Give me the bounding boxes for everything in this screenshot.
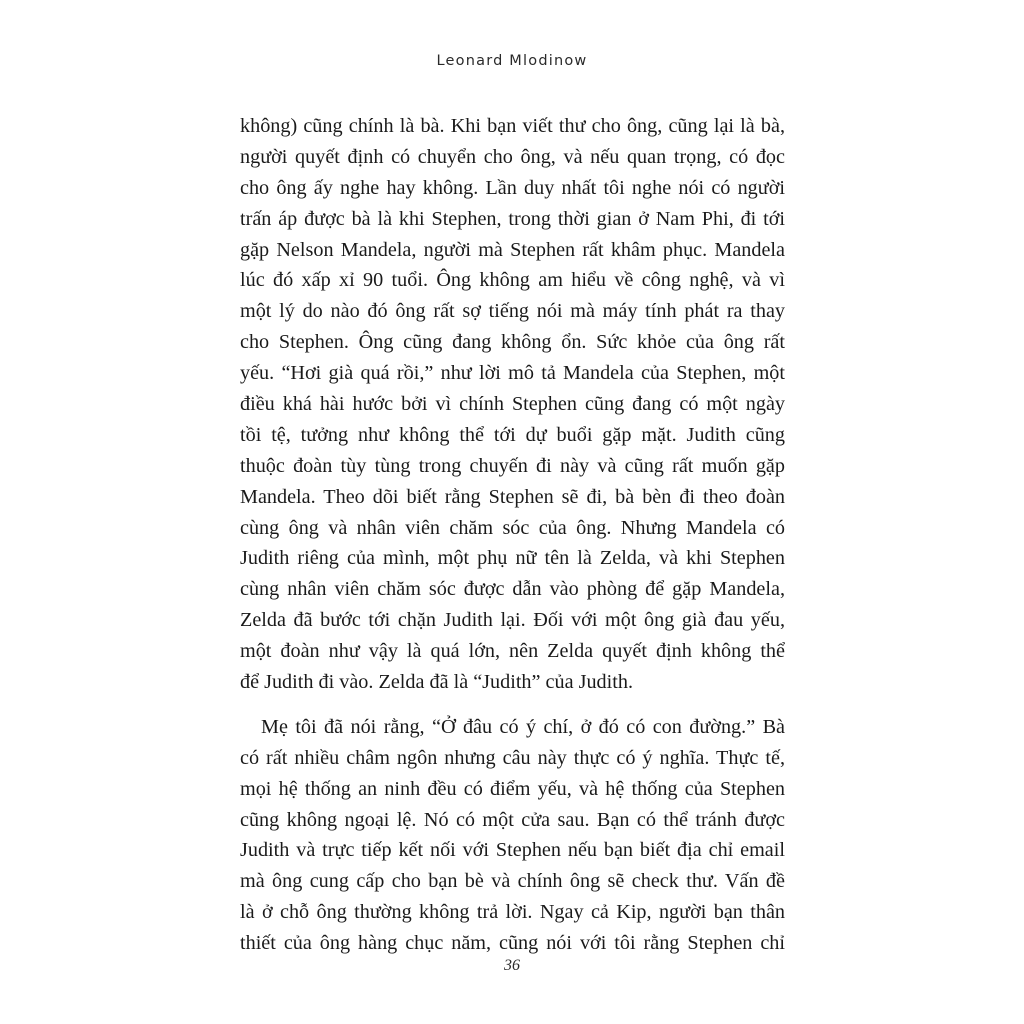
text-line: người quyết định có chuyển cho ông, và nếu quan trọng, có đọc xyxy=(240,145,785,168)
text-line: Mandela. Theo dõi biết rằng Stephen sẽ đi, bà bèn đi theo đoàn xyxy=(240,485,785,508)
text-line: Judith riêng của mình, một phụ nữ tên là Zelda, và khi Stephen xyxy=(240,547,785,570)
text-line: cho Stephen. Ông cũng đang không ổn. Sức khỏe của ông rất xyxy=(240,331,785,354)
text-line: không) cũng chính là bà. Khi bạn viết thư cho ông, cũng lại là bà, xyxy=(240,115,785,137)
text-line: Mẹ tôi đã nói rằng, “Ở đâu có ý chí, ở đó có con đường.” Bà xyxy=(261,715,785,738)
text-line: thiết của ông hàng chục năm, cũng nói với tôi rằng Stephen chỉ xyxy=(240,932,785,955)
text-line: lúc đó xấp xỉ 90 tuổi. Ông không am hiểu về công nghệ, và vì xyxy=(240,269,785,292)
text-line: cùng ông và nhân viên chăm sóc của ông. Nhưng Mandela có xyxy=(240,516,785,539)
text-line: điều khá hài hước bởi vì chính Stephen cũng đang có một ngày xyxy=(240,393,785,416)
text-line: mà ông cung cấp cho bạn bè và chính ông sẽ check thư. Vấn đề xyxy=(240,870,785,893)
text-line: mọi hệ thống an ninh đều có điểm yếu, và hệ thống của Stephen xyxy=(240,777,785,800)
text-line: cũng không ngoại lệ. Nó có một cửa sau. Bạn có thể tránh được xyxy=(240,808,785,831)
text-line: gặp Nelson Mandela, người mà Stephen rất khâm phục. Mandela xyxy=(240,238,785,261)
text-line: Zelda đã bước tới chặn Judith lại. Đối với một ông già đau yếu, xyxy=(240,609,785,632)
running-head-author: Leonard Mlodinow xyxy=(436,53,588,69)
paragraph-2 xyxy=(240,712,785,959)
paragraph-1 xyxy=(240,111,785,698)
text-line: để Judith đi vào. Zelda đã là “Judith” của Judith. xyxy=(240,671,633,694)
text-line: là ở chỗ ông thường không trả lời. Ngay cả Kip, người bạn thân xyxy=(240,901,785,924)
text-line: yếu. “Hơi già quá rồi,” như lời mô tả Mandela của Stephen, một xyxy=(240,362,785,385)
text-line: trấn áp được bà là khi Stephen, trong thời gian ở Nam Phi, đi tới xyxy=(240,207,785,230)
page-number: 36 xyxy=(504,957,520,974)
paragraph-spacer xyxy=(240,698,785,712)
text-line: một lý do nào đó ông rất sợ tiếng nói mà máy tính phát ra thay xyxy=(240,300,785,323)
text-line: thuộc đoàn tùy tùng trong chuyến đi này và cũng rất muốn gặp xyxy=(240,454,785,477)
text-line: có rất nhiều châm ngôn nhưng câu này thực có ý nghĩa. Thực tế, xyxy=(240,746,785,769)
text-line: cùng nhân viên chăm sóc được dẫn vào phòng để gặp Mandela, xyxy=(240,578,785,601)
text-line: cho ông ấy nghe hay không. Lần duy nhất tôi nghe nói có người xyxy=(240,176,785,199)
text-line: một đoàn như vậy là quá lớn, nên Zelda quyết định không thể xyxy=(240,640,785,663)
text-line: Judith và trực tiếp kết nối với Stephen nếu bạn biết địa chỉ email xyxy=(240,839,785,862)
body-text xyxy=(240,111,785,959)
text-line: tồi tệ, tưởng như không thể tới dự buổi gặp mặt. Judith cũng xyxy=(240,423,785,446)
